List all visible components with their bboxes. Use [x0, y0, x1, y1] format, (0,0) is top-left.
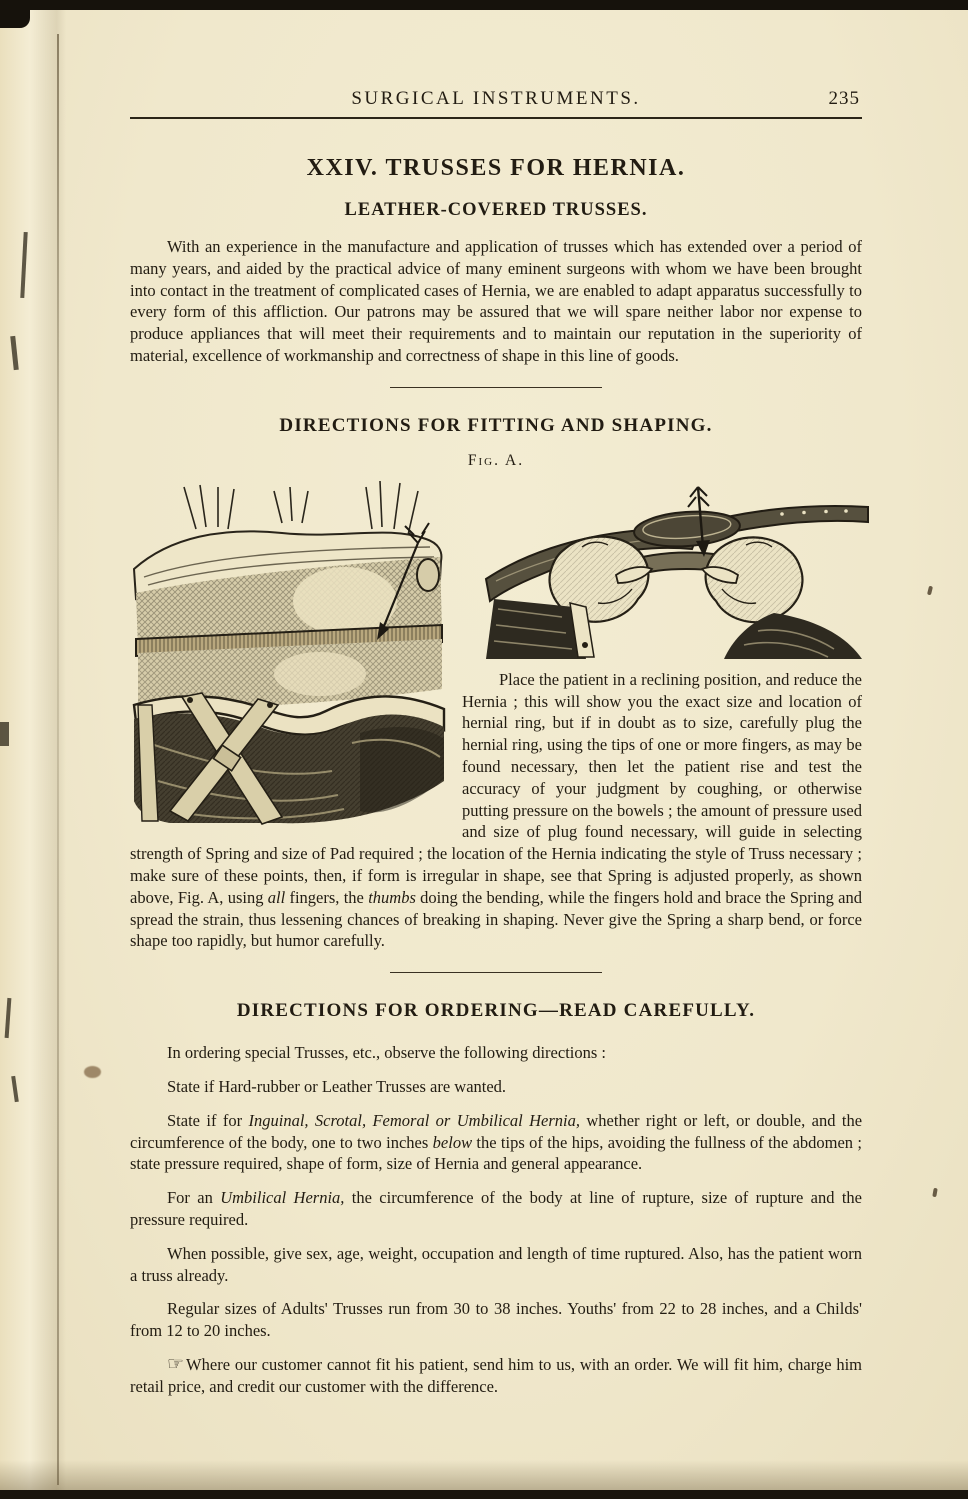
hands-bending-spring-illustration [482, 481, 870, 661]
manicule-icon: ☞ [167, 1353, 187, 1375]
page-fold-line [57, 34, 59, 1485]
ordering-text: the tips of the hips, avoiding the fullness of the abdomen ; state pressure required, shape of form, size of Hernia and general appearance. [130, 1132, 862, 1174]
ordering-text-italic: Inguinal, Scrotal, Femoral or Umbilical Hernia, [248, 1110, 580, 1130]
scan-edge-corner [0, 0, 30, 28]
truss-pad [633, 508, 741, 549]
ordering-paragraph-6: Regular sizes of Adults' Trusses run from 30 to 38 inches. Youths' from 22 to 28 inches, and a Childs' from 12 to 20 inches. [130, 1299, 862, 1341]
scan-artifact [932, 1188, 938, 1198]
ordering-text-italic: below [432, 1132, 473, 1152]
section-divider [390, 387, 602, 388]
ordering-text: Where our customer cannot fit his patient, send him to us, with an order. We will fit him, charge him retail price, and credit our customer with the difference. [130, 1354, 862, 1396]
chapter-title: XXIV. TRUSSES FOR HERNIA. [306, 155, 686, 181]
page-bottom-shading [0, 1460, 968, 1490]
ordering-paragraph-7 [130, 1354, 862, 1398]
fitting-text: doing the bending, while the fingers hold and brace the Spring and spread the strain, thus lessening chances of breaking in shaping. Never give the Spring a sharp bend, or force shape too rapidly, but humor carefully. [130, 887, 862, 951]
ordering-text: State if for [167, 1110, 249, 1130]
running-header [130, 88, 862, 110]
scan-edge-top [0, 0, 968, 10]
ordering-paragraph-3 [130, 1110, 862, 1175]
chapter-subtitle: LEATHER-COVERED TRUSSES. [344, 200, 648, 220]
ordering-text-italic: Umbilical Hernia, [220, 1188, 345, 1208]
truss-pad [417, 559, 439, 591]
ordering-text: whether right or left, or double, and the circumference of the body, one to two inches [130, 1110, 863, 1152]
scan-artifact [0, 722, 9, 746]
ordering-paragraph-5: When possible, give sex, age, weight, occupation and length of time ruptured. Also, has the patient worn a truss already. [130, 1243, 862, 1285]
ordering-heading: DIRECTIONS FOR ORDERING—READ CAREFULLY. [236, 1000, 756, 1022]
page-number: 235 [828, 88, 860, 109]
fitting-text: fingers, the [285, 887, 369, 907]
header-rule [130, 117, 862, 119]
ordering-paragraph-1: In ordering special Trusses, etc., observe the following directions : [167, 1043, 606, 1063]
intro-paragraph: With an experience in the manufacture and application of trusses which has extended over a period of many years, and aided by the practical advice of many eminent surgeons with whom we have been brought into contact in the treatment of complicated cases of Hernia, we are enabled to adapt apparatus successfully to every form of this affliction. Our patrons may be assured that we will spare neither labor nor expense to produce appliances that will meet their requirements and to maintain our reputation in the superiority of material, excellence of workmanship and correctness of shape in this line of goods. [130, 237, 862, 365]
running-title: SURGICAL INSTRUMENTS. [351, 88, 641, 109]
fitting-text-italic: all [267, 887, 286, 907]
fitting-text: Place the patient in a reclining position, and reduce the Hernia ; this will show you the exact size and location of hernial ring, but if in doubt as to size, carefully plug the hernial ring, using the tips of one or more fingers, as may be found necessary, then let the patient rise and test the accuracy of your judgment by coughing, or otherwise putting pressure on the bowels ; the amount of pressure used and size of plug found necessary, will guide in selecting strength of Spring and size of Pad required ; the location of the Hernia indicating the style of Truss necessary ; make sure of these points, then, if form is irregular in shape, see that Spring is adjusted properly, as shown above, Fig. A, using [130, 669, 862, 907]
fitting-text-italic: thumbs [368, 887, 416, 907]
right-hand [702, 537, 802, 622]
left-cuff [486, 599, 594, 659]
ordering-text: the circumference of the body at line of rupture, size of rupture and the pressure required. [130, 1188, 862, 1229]
ordering-text: For an [167, 1188, 221, 1208]
ordering-paragraph-4 [130, 1187, 862, 1231]
figure-label: Fig. A. [467, 451, 525, 469]
scan-edge-bottom [0, 1490, 968, 1499]
shirt-tufts [184, 481, 418, 535]
page-content [130, 88, 862, 1398]
ink-blot-artifact [84, 1066, 101, 1078]
ordering-paragraph-2: State if Hard-rubber or Leather Trusses are wanted. [167, 1076, 507, 1096]
scan-artifact [927, 586, 933, 596]
section-divider [390, 972, 602, 973]
torso-truss-illustration [130, 481, 448, 825]
fitting-heading: DIRECTIONS FOR FITTING AND SHAPING. [279, 414, 713, 436]
figure-area [130, 481, 862, 952]
